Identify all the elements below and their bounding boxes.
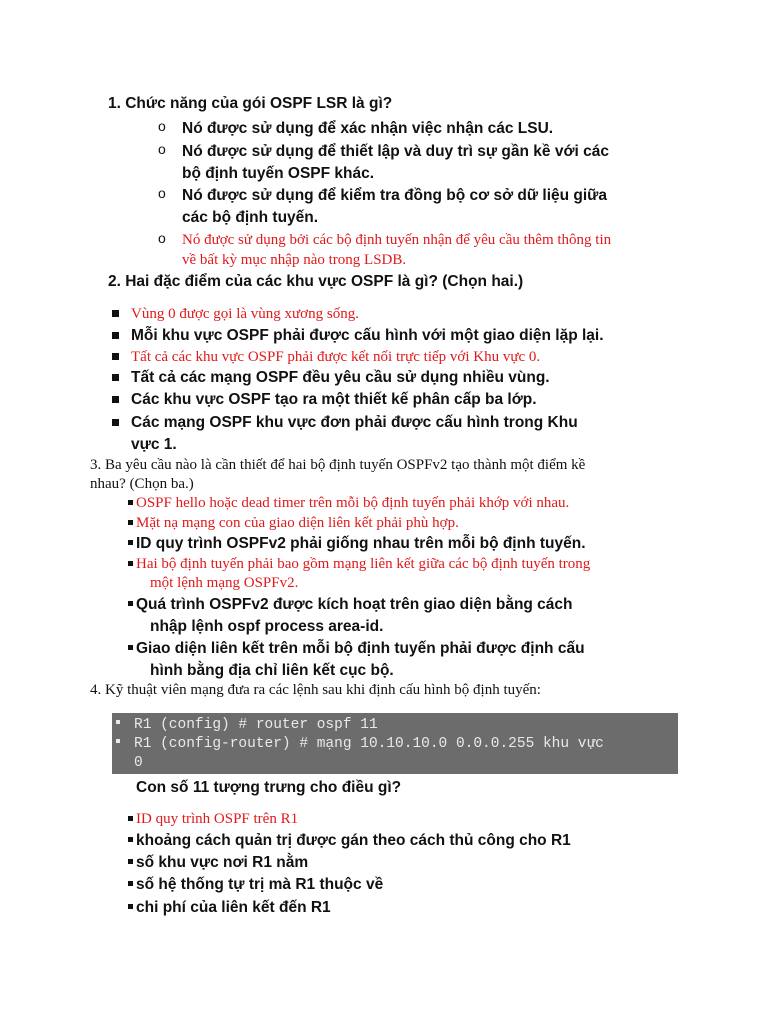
q4-option-2 xyxy=(128,830,688,852)
q1-option-3-line1: Nó được sử dụng để kiểm tra đồng bộ cơ sở dữ liệu giữa xyxy=(182,187,608,204)
q3-option-5 xyxy=(128,594,688,638)
q2-option-1-text: Vùng 0 được gọi là vùng xương sống. xyxy=(131,306,359,322)
q4-option-4-text: số hệ thống tự trị mà R1 thuộc về xyxy=(136,876,384,893)
code-line-3: 0 xyxy=(134,755,143,771)
q4-option-5 xyxy=(128,897,688,919)
square-bullet-icon xyxy=(112,353,119,360)
q3-option-2-correct xyxy=(128,513,688,534)
q3-option-6 xyxy=(128,638,688,682)
code-line-2 xyxy=(112,736,604,752)
q4-option-2-text: khoảng cách quản trị được gán theo cách thủ công cho R1 xyxy=(136,832,571,849)
q3-option-4-line2: một lệnh mạng OSPFv2. xyxy=(150,575,299,591)
square-bullet-icon xyxy=(128,500,133,505)
square-bullet-icon xyxy=(128,561,133,566)
code-block xyxy=(112,713,678,774)
q4-option-5-text: chi phí của liên kết đến R1 xyxy=(136,899,331,916)
q3-option-2-text: Mặt nạ mạng con của giao diện liên kết phải phù hợp. xyxy=(136,515,459,531)
square-bullet-icon xyxy=(128,881,133,886)
q1-option-4-line2: về bất kỳ mục nhập nào trong LSDB. xyxy=(182,252,407,268)
square-bullet-icon xyxy=(112,419,119,426)
q3-option-3-text: ID quy trình OSPFv2 phải giống nhau trên mỗi bộ định tuyến. xyxy=(136,535,586,552)
code-line-1-text: R1 (config) # router ospf 11 xyxy=(134,717,378,733)
q3-option-6-line1: Giao diện liên kết trên mỗi bộ định tuyến phải được định cấu xyxy=(136,640,585,657)
q4-title: 4. Kỹ thuật viên mạng đưa ra các lệnh sau khi định cấu hình bộ định tuyến: xyxy=(90,682,541,698)
square-bullet-icon xyxy=(128,601,133,606)
code-bullet-icon xyxy=(116,720,120,724)
circle-bullet-icon: o xyxy=(158,185,166,201)
q1-option-2-line2: bộ định tuyến OSPF khác. xyxy=(182,165,375,182)
q3-title-line1: 3. Ba yêu cầu nào là cần thiết để hai bộ định tuyến OSPFv2 tạo thành một điểm kề xyxy=(90,457,586,473)
q4-question: Con số 11 tượng trưng cho điều gì? xyxy=(136,779,402,796)
q3-option-1-correct xyxy=(128,493,688,514)
q2-option-3-text: Tất cả các khu vực OSPF phải được kết nối trực tiếp với Khu vực 0. xyxy=(131,349,541,365)
square-bullet-icon xyxy=(112,374,119,381)
q2-option-6-line1: Các mạng OSPF khu vực đơn phải được cấu hình trong Khu xyxy=(131,414,578,431)
circle-bullet-icon: o xyxy=(158,118,166,134)
q2-title: 2. Hai đặc điểm của các khu vực OSPF là gì? (Chọn hai.) xyxy=(108,273,524,290)
q3-title xyxy=(90,456,690,494)
q2-option-2-text: Mỗi khu vực OSPF phải được cấu hình với một giao diện lặp lại. xyxy=(131,327,604,344)
q3-title-line2: nhau? (Chọn ba.) xyxy=(90,476,194,492)
circle-bullet-icon: o xyxy=(158,230,166,246)
q4-option-3 xyxy=(128,852,688,874)
q4-option-1-text: ID quy trình OSPF trên R1 xyxy=(136,811,299,827)
q2-option-4-text: Tất cả các mạng OSPF đều yêu cầu sử dụng nhiều vùng. xyxy=(131,369,550,386)
square-bullet-icon xyxy=(128,816,133,821)
square-bullet-icon xyxy=(128,837,133,842)
square-bullet-icon xyxy=(128,859,133,864)
q4-option-3-text: số khu vực nơi R1 nằm xyxy=(136,854,309,871)
q2-option-6-line2: vực 1. xyxy=(131,436,177,453)
q1-option-4-line1: Nó được sử dụng bởi các bộ định tuyến nhận để yêu cầu thêm thông tin xyxy=(182,232,612,248)
square-bullet-icon xyxy=(128,904,133,909)
q3-option-4-line1: Hai bộ định tuyến phải bao gồm mạng liên kết giữa các bộ định tuyến trong xyxy=(136,556,591,572)
square-bullet-icon xyxy=(112,310,119,317)
square-bullet-icon xyxy=(112,332,119,339)
code-line-2-text: R1 (config-router) # mạng 10.10.10.0 0.0.0.255 khu vực xyxy=(134,736,604,752)
q3-option-5-line2: nhập lệnh ospf process area-id. xyxy=(150,618,384,635)
q1-option-3-line2: các bộ định tuyến. xyxy=(182,209,319,226)
q3-option-1-text: OSPF hello hoặc dead timer trên mỗi bộ định tuyến phải khớp với nhau. xyxy=(136,495,570,511)
q1-title: 1. Chức năng của gói OSPF LSR là gì? xyxy=(108,95,393,112)
square-bullet-icon xyxy=(112,396,119,403)
q3-option-5-line1: Quá trình OSPFv2 được kích hoạt trên giao diện bằng cách xyxy=(136,596,573,613)
square-bullet-icon xyxy=(128,520,133,525)
code-bullet-icon xyxy=(116,739,120,743)
square-bullet-icon xyxy=(128,540,133,545)
q3-option-4-correct xyxy=(128,555,688,593)
q1-option-2-line1: Nó được sử dụng để thiết lập và duy trì sự gần kề với các xyxy=(182,143,609,160)
circle-bullet-icon: o xyxy=(158,141,166,157)
q1-option-1-text: Nó được sử dụng để xác nhận việc nhận các LSU. xyxy=(182,120,554,137)
q3-option-6-line2: hình bằng địa chỉ liên kết cục bộ. xyxy=(150,662,394,679)
square-bullet-icon xyxy=(128,645,133,650)
code-line-1 xyxy=(112,717,378,733)
q3-option-3 xyxy=(128,533,688,554)
q4-option-4 xyxy=(128,874,688,896)
q4-option-1-correct xyxy=(128,809,688,830)
q2-option-5-text: Các khu vực OSPF tạo ra một thiết kế phân cấp ba lớp. xyxy=(131,391,537,408)
